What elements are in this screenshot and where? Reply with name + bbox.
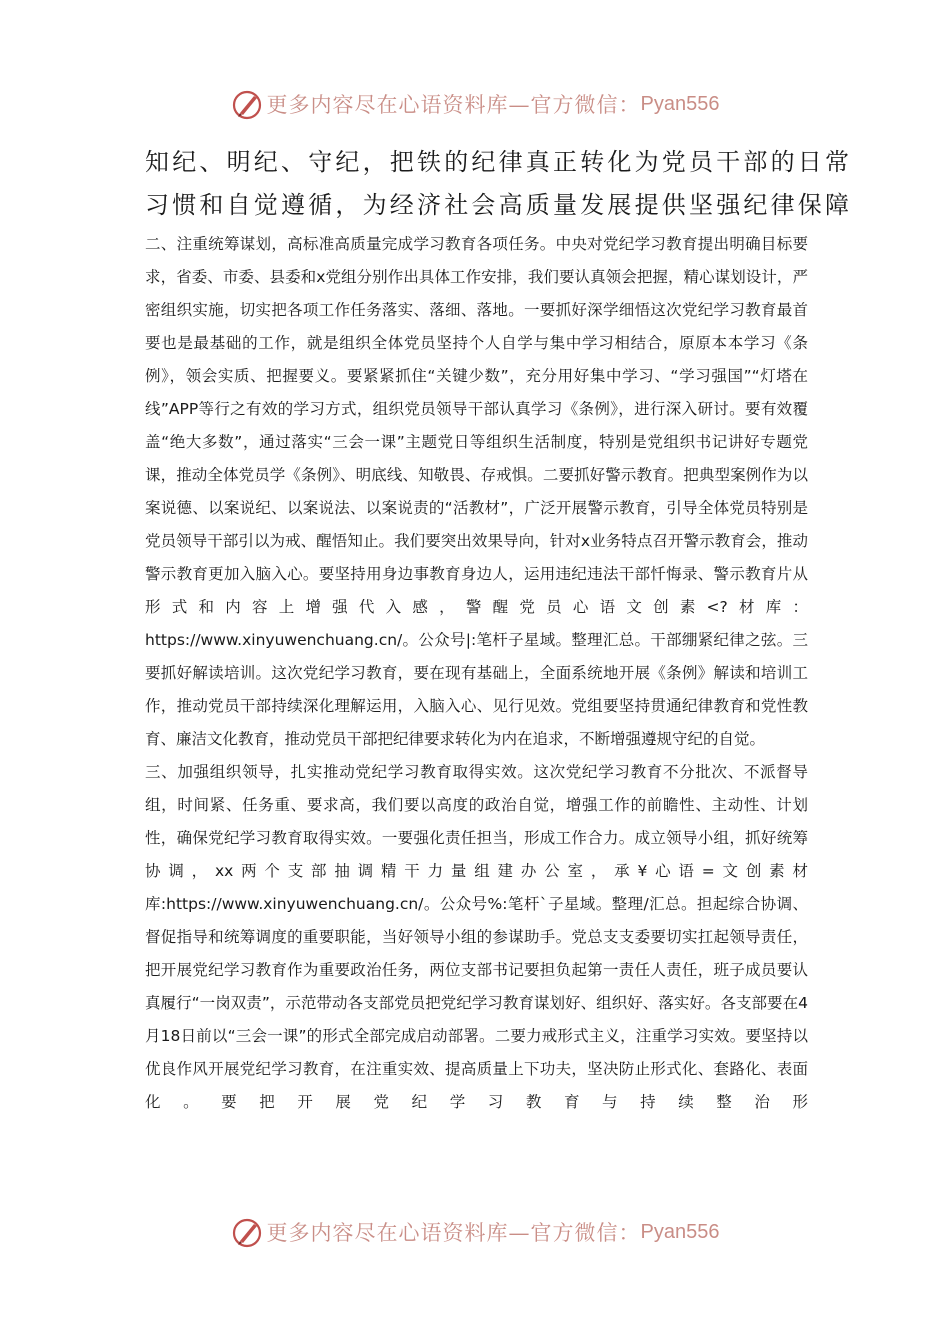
- section-heading-line-2: 习惯和自觉遵循，为经济社会高质量发展提供坚强纪律保障: [145, 191, 853, 219]
- pen-logo-icon: [231, 88, 263, 120]
- banner-text: 更多内容尽在心语资料库—官方微信：: [266, 1221, 641, 1245]
- banner-text: 更多内容尽在心语资料库—官方微信：: [266, 93, 641, 117]
- paragraph-section-2: 二、注重统筹谋划，高标准高质量完成学习教育各项任务。中央对党纪学习教育提出明确目标要求，省委、市委、县委和x党组分别作出具体工作安排，我们要认真领会把握，精心谋划设计，严密组织实施，切实把各项工作任务落实、落细、落地。一要抓好深学细悟这次党纪学习教育最首要也是最基础的工作，就是组织全体党员坚持个人自学与集中学习相结合，原原本本学习《条例》，领会实质、把握要义。要紧紧抓住“关键少数”，充分用好集中学习、“学习强国”“灯塔在线”APP等行之有效的学习方式，组织党员领导干部认真学习《条例》，进行深入研讨。要有效覆盖“绝大多数”，通过落实“三会一课”主题党日等组织生活制度，特别是党组织书记讲好专题党课，推动全体党员学《条例》、明底线、知敬畏、存戒惧。二要抓好警示教育。把典型案例作为以案说德、以案说纪、以案说法、以案说责的“活教材”，广泛开展警示教育，引导全体党员特别是党员领导干部引以为戒、醒悟知止。我们要突出效果导向，针对x业务特点召开警示教育会，推动警示教育更加入脑入心。要坚持用身边事教育身边人，运用违纪违法干部忏悔录、警示教育片从形式和内容上增强代入感，警醒党员心语文创素<?材库：https://www.xinyuwenchuang.cn/。公众号|:笔杆子星域。整理汇总。干部绷紧纪律之弦。三要抓好解读培训。这次党纪学习教育，要在现有基础上，全面系统地开展《条例》解读和培训工作，推动党员干部持续深化理解运用，入脑入心、见行见效。党组要坚持贯通纪律教育和党性教育、廉洁文化教育，推动党员干部把纪律要求转化为内在追求，不断增强遵规守纪的自觉。: [145, 235, 808, 748]
- paragraph-section-3: 三、加强组织领导，扎实推动党纪学习教育取得实效。这次党纪学习教育不分批次、不派督导组，时间紧、任务重、要求高，我们要以高度的政治自觉，增强工作的前瞻性、主动性、计划性，确保党纪学习教育取得实效。一要强化责任担当，形成工作合力。成立领导小组，抓好统筹协调，xx两个支部抽调精干力量组建办公室，承¥心语=文创素材库:https://www.xinyuwenchuang.cn/。公众号%:笔杆`子星域。整理/汇总。担起综合协调、督促指导和统筹调度的重要职能，当好领导小组的参谋助手。党总支支委要切实扛起领导责任，把开展党纪学习教育作为重要政治任务，两位支部书记要担负起第一责任人责任，班子成员要认真履行“一岗双责”，示范带动各支部党员把党纪学习教育谋划好、组织好、落实好。各支部要在4月18日前以“三会一课”的形式全部完成启动部署。二要力戒形式主义，注重学习实效。要坚持以优良作风开展党纪学习教育，在注重实效、提高质量上下功夫，坚决防止形式化、套路化、表面化。要把开展党纪学习教育与持续整治形: [145, 763, 808, 1111]
- header-watermark-banner: [0, 84, 950, 124]
- body-text: [145, 228, 808, 1119]
- pen-logo-icon: [231, 1216, 263, 1248]
- footer-watermark-banner: [0, 1212, 950, 1252]
- section-heading-line-1: 知纪、明纪、守纪，把铁的纪律真正转化为党员干部的日常: [145, 148, 853, 176]
- banner-handle: Pyan556: [640, 1220, 720, 1243]
- banner-handle: Pyan556: [640, 92, 720, 115]
